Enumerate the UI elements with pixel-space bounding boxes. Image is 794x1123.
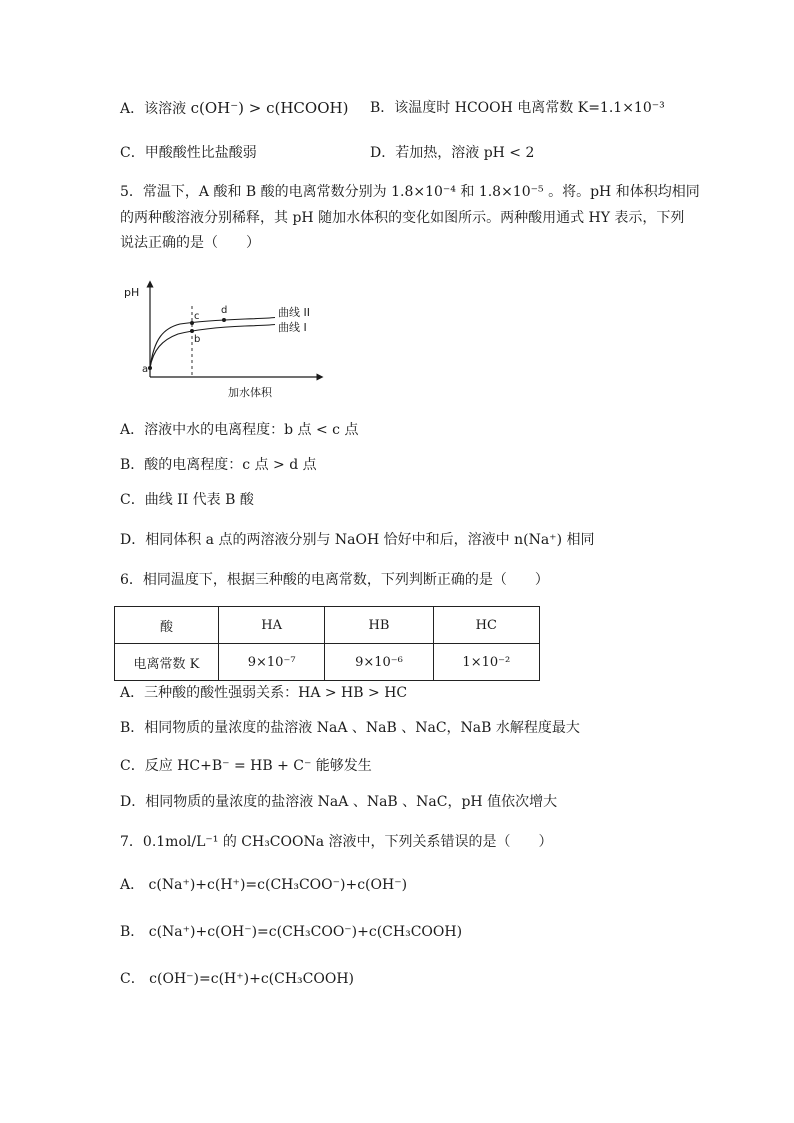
- table-cell: 9×10⁻⁷: [218, 644, 324, 681]
- curve-2-label: 曲线 II: [278, 306, 310, 319]
- point-b: [190, 329, 194, 333]
- q4-option-a-text: A．该溶液: [120, 101, 187, 117]
- table-cell: 9×10⁻⁶: [325, 644, 433, 681]
- q7-option-a: A． c(Na⁺)+c(H⁺)=c(CH₃COO⁻)+c(OH⁻): [120, 877, 408, 893]
- q5-stem-line3: 说法正确的是（ ）: [120, 235, 260, 251]
- point-a: [148, 366, 152, 370]
- q5-option-d: D．相同体积 a 点的两溶液分别与 NaOH 恰好中和后，溶液中 n(Na⁺) 相同: [120, 532, 595, 548]
- q4-option-b-formula: K=1.1×10⁻³: [577, 100, 665, 116]
- q4-option-b-text: B．该温度时 HCOOH 电离常数: [370, 100, 574, 116]
- table-cell: 电离常数 K: [115, 644, 219, 681]
- q6-option-a: A．三种酸的酸性强弱关系：HA > HB > HC: [120, 685, 408, 701]
- q7-option-b: B． c(Na⁺)+c(OH⁻)=c(CH₃COO⁻)+c(CH₃COOH): [120, 924, 463, 940]
- table-header-cell: HC: [433, 607, 539, 644]
- table-row: [115, 644, 540, 681]
- curve-1: [150, 325, 275, 369]
- q5-option-a: A．溶液中水的电离程度：b 点 < c 点: [120, 422, 359, 438]
- q5-option-c: C．曲线 II 代表 B 酸: [120, 492, 254, 508]
- q4-option-d-text: D．若加热，溶液: [370, 145, 480, 161]
- q6-stem: 6．相同温度下，根据三种酸的电离常数，下列判断正确的是（ ）: [120, 572, 549, 588]
- q4-option-b: [370, 98, 665, 118]
- curve-1-label: 曲线 I: [278, 321, 307, 334]
- table-header-cell: HA: [218, 607, 324, 644]
- q5-stem-line2: 的两种酸溶液分别稀释，其 pH 随加水体积的变化如图所示。两种酸用通式 HY 表示，下列: [120, 210, 685, 226]
- q5-figure-svg: [120, 276, 340, 406]
- q6-option-c: C．反应 HC+B⁻ = HB + C⁻ 能够发生: [120, 758, 372, 774]
- y-axis-label: pH: [124, 286, 140, 299]
- q4-option-a: [120, 98, 348, 119]
- q5-option-b: B．酸的电离程度：c 点 > d 点: [120, 457, 317, 473]
- point-b-label: b: [194, 334, 201, 345]
- table-header-cell: HB: [325, 607, 433, 644]
- table-cell: 1×10⁻²: [433, 644, 539, 681]
- point-d-label: d: [221, 305, 228, 316]
- q4-option-a-formula: c(OH⁻) > c(HCOOH): [190, 99, 349, 117]
- point-c-label: c: [194, 311, 200, 322]
- x-axis-label: 加水体积: [228, 386, 272, 399]
- q6-option-d: D．相同物质的量浓度的盐溶液 NaA 、NaB 、NaC，pH 值依次增大: [120, 794, 558, 810]
- table-header-row: [115, 607, 540, 644]
- q4-option-c: C．甲酸酸性比盐酸弱: [120, 145, 257, 161]
- point-a-label: a: [142, 364, 149, 375]
- table-header-cell: 酸: [115, 607, 219, 644]
- q4-option-d-formula: pH < 2: [483, 145, 535, 161]
- q6-constants-table: [114, 606, 540, 681]
- point-d: [222, 318, 226, 322]
- q4-option-d: [370, 143, 534, 163]
- q5-ph-dilution-figure: [120, 276, 340, 406]
- q5-stem-line1: 5．常温下，A 酸和 B 酸的电离常数分别为 1.8×10⁻⁴ 和 1.8×10⁻⁵ 。将。pH 和体积均相同: [120, 184, 700, 200]
- q7-option-c: C． c(OH⁻)=c(H⁺)+c(CH₃COOH): [120, 971, 355, 987]
- q6-option-b: B．相同物质的量浓度的盐溶液 NaA 、NaB 、NaC，NaB 水解程度最大: [120, 720, 580, 736]
- q7-stem: 7．0.1mol/L⁻¹ 的 CH₃COONa 溶液中，下列关系错误的是（ ）: [120, 834, 553, 850]
